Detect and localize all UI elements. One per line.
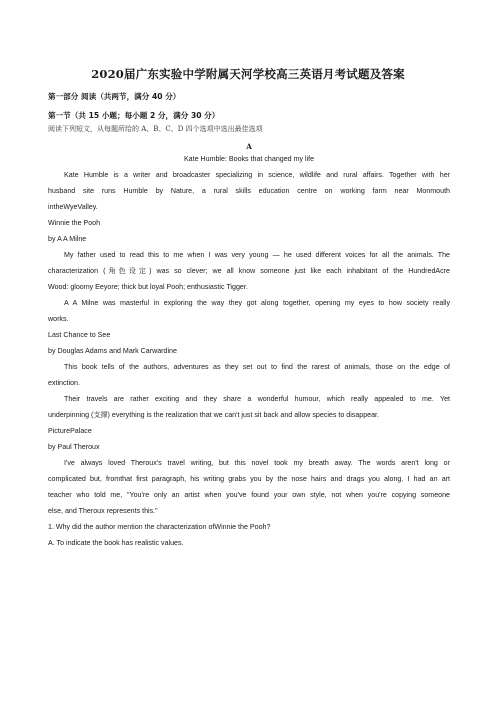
book-title: Winnie the Pooh [48,219,101,227]
book-author: by A A Milne [48,235,87,243]
paragraph-line: I've always loved Theroux's travel writing, but this novel took my breath away. The words aren't long or [64,459,450,467]
passage-title: Kate Humble: Books that changed my life [183,155,315,163]
paragraph-line: else, and Theroux represents this." [48,507,158,515]
option-text: A. To indicate the book has realistic values. [48,539,184,547]
part-heading: 第一部分 阅读（共两节，满分 40 分） [48,92,181,101]
paragraph-line: works. [48,315,69,323]
book-author: by Douglas Adams and Mark Carwardine [48,347,177,355]
book-title: Last Chance to See [48,331,111,339]
book-author: by Paul Theroux [48,443,100,451]
paragraph-line: This book tells of the authors, adventures as they set out to find the rarest of animals, those on the edge of [64,363,450,371]
page-title: 2020届广东实验中学附属天河学校高三英语月考试题及答案 [91,67,405,81]
paragraph-line: underpinning (支撑) everything is the realization that we can't just sit back and allow species to disappear. [48,411,379,419]
paragraph-line: complicated but, fromthat first paragraph, his writing grabs you by the nose hairs and drags you along. I had an art [48,475,450,483]
intro-line: intheWyeValley. [48,203,98,211]
paragraph-line: teacher who told me, "You're only an artist when you've found your own style, not when you're copying someone [48,491,450,499]
book-title: PicturePalace [48,427,92,435]
paragraph-line: My father used to read this to me when I was very young — he used different voices for all the animals. The [64,251,450,259]
intro-line: husband site runs Humble by Nature, a rural skills education centre on working farm near Monmouth [48,187,450,195]
section-heading: 第一节（共 15 小题；每小题 2 分，满分 30 分） [48,111,220,120]
instruction-text: 阅读下列短文，从每题所给的 A、B、C、D 四个选项中选出最佳选项 [48,125,263,133]
paragraph-line: Their travels are rather exciting and they share a wonderful humour, which really appealed to me. Yet [64,395,450,403]
paragraph-line: A A Milne was masterful in exploring the way they got along together, opening my eyes to how society really [64,299,450,307]
paragraph-line: extinction. [48,379,80,387]
question-text: 1. Why did the author mention the characterization ofWinnie the Pooh? [48,523,271,531]
paragraph-line: characterization (角色设定) was so clever; we all know someone just like each inhabitant of the HundredAcre [48,267,450,275]
passage-letter: A [246,142,252,151]
paragraph-line: Wood: gloomy Eeyore; thick but loyal Pooh; enthusiastic Tigger. [48,283,248,291]
intro-line: Kate Humble is a writer and broadcaster specializing in science, wildlife and rural affairs. Together with her [64,171,450,179]
